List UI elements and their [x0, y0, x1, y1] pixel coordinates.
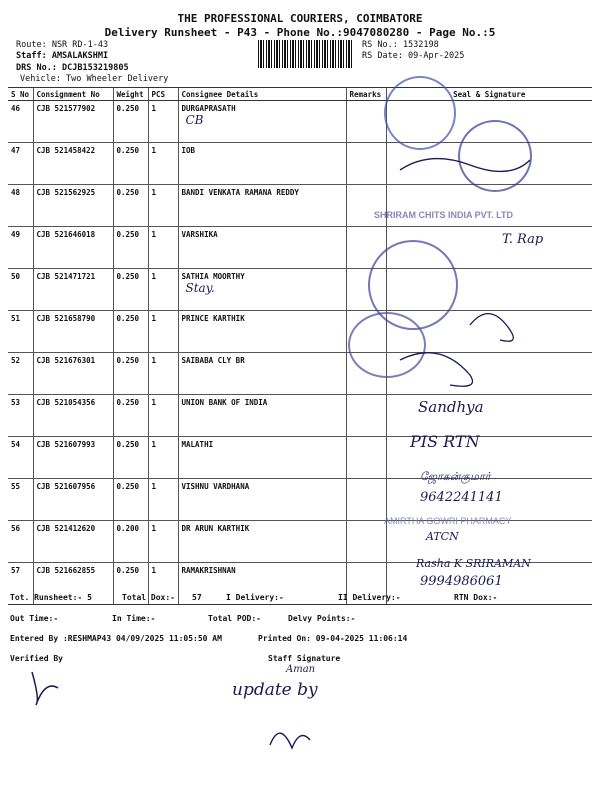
printed-on: Printed On: 09-04-2025 11:06:14 [258, 634, 408, 643]
col-sno: S No [8, 88, 33, 101]
in-time: In Time:- [112, 614, 156, 623]
col-consignment: Consignment No [33, 88, 113, 101]
ii-delivery: II Delivery:- [338, 593, 401, 602]
cell-weight: 0.250 [113, 101, 148, 143]
cell-sno: 50 [8, 269, 33, 311]
cell-pcs: 1 [148, 479, 178, 521]
tot-runsheet: Tot. Runsheet:- 5 [10, 593, 92, 602]
delvy-points: Delvy Points:- [288, 614, 356, 623]
col-seal: Seal & Signature [386, 88, 592, 101]
cell-weight: 0.250 [113, 311, 148, 353]
staff-signature: Staff Signature [268, 654, 341, 663]
cell-consignee: VARSHIKA [178, 227, 346, 269]
cell-consignee: BANDI VENKATA RAMANA REDDY [178, 185, 346, 227]
cell-sno: 51 [8, 311, 33, 353]
cell-consignment-no: CJB 521658790 [33, 311, 113, 353]
cell-pcs: 1 [148, 101, 178, 143]
rs-no: RS No.: 1532198 [362, 40, 439, 50]
cell-weight: 0.250 [113, 437, 148, 479]
i-delivery: I Delivery:- [226, 593, 284, 602]
cell-sno: 55 [8, 479, 33, 521]
entered-by: Entered By :RESHMAP43 04/09/2025 11:05:50 AM [10, 634, 222, 643]
cell-consignee: PRINCE KARTHIK [178, 311, 346, 353]
signature-49: T. Rap [502, 232, 544, 247]
col-weight: Weight [113, 88, 148, 101]
cell-sno: 46 [8, 101, 33, 143]
total-dox-label: Total Dox:- [122, 593, 175, 602]
cell-pcs: 1 [148, 185, 178, 227]
consignee-name: SATHIA MOORTHY [181, 272, 245, 281]
col-remarks: Remarks [346, 88, 386, 101]
cell-weight: 0.250 [113, 479, 148, 521]
cell-sno: 49 [8, 227, 33, 269]
signature-56: ATCN [426, 530, 459, 543]
cell-pcs: 1 [148, 143, 178, 185]
cell-weight: 0.250 [113, 353, 148, 395]
consignee-name: DURGAPRASATH [181, 104, 236, 113]
cell-consignment-no: CJB 521607993 [33, 437, 113, 479]
cell-consignment-no: CJB 521646018 [33, 227, 113, 269]
handwritten-note: CB [185, 113, 204, 127]
drs-label: DRS No.: DCJB153219805 [16, 63, 129, 73]
cell-consignee: RAMAKRISHNAN [178, 563, 346, 605]
cell-consignee: UNION BANK OF INDIA [178, 395, 346, 437]
signature-57-phone: 9994986061 [420, 574, 503, 589]
cell-sno: 53 [8, 395, 33, 437]
cell-sno: 56 [8, 521, 33, 563]
cell-weight: 0.200 [113, 521, 148, 563]
update-by-note: update by [232, 680, 318, 700]
cell-consignment-no: CJB 521607956 [33, 479, 113, 521]
cell-pcs: 1 [148, 269, 178, 311]
cell-consignee: DR ARUN KARTHIK [178, 521, 346, 563]
cell-weight: 0.250 [113, 269, 148, 311]
cell-pcs: 1 [148, 563, 178, 605]
total-dox-value: 57 [192, 593, 202, 602]
cell-pcs: 1 [148, 311, 178, 353]
out-time: Out Time:- [10, 614, 59, 623]
shriram-stamp-48: SHRIRAM CHITS INDIA PVT. LTD [374, 210, 513, 220]
cell-consignment-no: CJB 521458422 [33, 143, 113, 185]
cell-consignment-no: CJB 521562925 [33, 185, 113, 227]
verified-by: Verified By [10, 654, 63, 663]
route-label: Route: NSR RD-1-43 [16, 40, 109, 50]
cell-pcs: 1 [148, 395, 178, 437]
cell-consignee: IOB [178, 143, 346, 185]
cell-sno: 48 [8, 185, 33, 227]
cell-sno: 52 [8, 353, 33, 395]
company-title: THE PROFESSIONAL COURIERS, COIMBATORE [177, 12, 423, 25]
cell-consignment-no: CJB 521412620 [33, 521, 113, 563]
total-pod: Total POD:- [208, 614, 261, 623]
col-consignee: Consignee Details [178, 88, 346, 101]
cell-pcs: 1 [148, 437, 178, 479]
cell-pcs: 1 [148, 521, 178, 563]
cell-consignment-no: CJB 521054356 [33, 395, 113, 437]
signature-54: PIS RTN [410, 432, 480, 451]
cell-weight: 0.250 [113, 143, 148, 185]
pharmacy-stamp-56: AMIRTHA GOWRI PHARMACY [384, 516, 512, 526]
staff-label: Staff: AMSALAKSHMI [16, 51, 109, 61]
cell-consignee: MALATHI [178, 437, 346, 479]
staff-note: Aman [286, 664, 316, 675]
handwritten-note: Stay. [185, 281, 215, 295]
signature-57-name: Rasha K SRIRAMAN [416, 557, 531, 570]
signature-55-name: ஜோகன்குமார் [420, 470, 491, 483]
col-pcs: PCS [148, 88, 178, 101]
rtn-dox: RTN Dox:- [454, 593, 498, 602]
cell-consignee: SAIBABA CLY BR [178, 353, 346, 395]
cell-consignment-no: CJB 521676301 [33, 353, 113, 395]
cell-weight: 0.250 [113, 185, 148, 227]
cell-weight: 0.250 [113, 395, 148, 437]
cell-sno: 47 [8, 143, 33, 185]
signature-55-phone: 9642241141 [420, 490, 503, 505]
cell-consignment-no: CJB 521577902 [33, 101, 113, 143]
runsheet-subtitle: Delivery Runsheet - P43 - Phone No.:9047080280 - Page No.:5 [104, 26, 496, 39]
cell-sno: 57 [8, 563, 33, 605]
signature-53: Sandhya [418, 398, 484, 416]
rs-date: RS Date: 09-Apr-2025 [362, 51, 465, 61]
cell-pcs: 1 [148, 227, 178, 269]
cell-consignment-no: CJB 521662855 [33, 563, 113, 605]
cell-sno: 54 [8, 437, 33, 479]
cell-pcs: 1 [148, 353, 178, 395]
cell-weight: 0.250 [113, 227, 148, 269]
cell-consignment-no: CJB 521471721 [33, 269, 113, 311]
vehicle-label: Vehicle: Two Wheeler Delivery [20, 74, 169, 84]
cell-weight: 0.250 [113, 563, 148, 605]
cell-consignee: VISHNU VARDHANA [178, 479, 346, 521]
